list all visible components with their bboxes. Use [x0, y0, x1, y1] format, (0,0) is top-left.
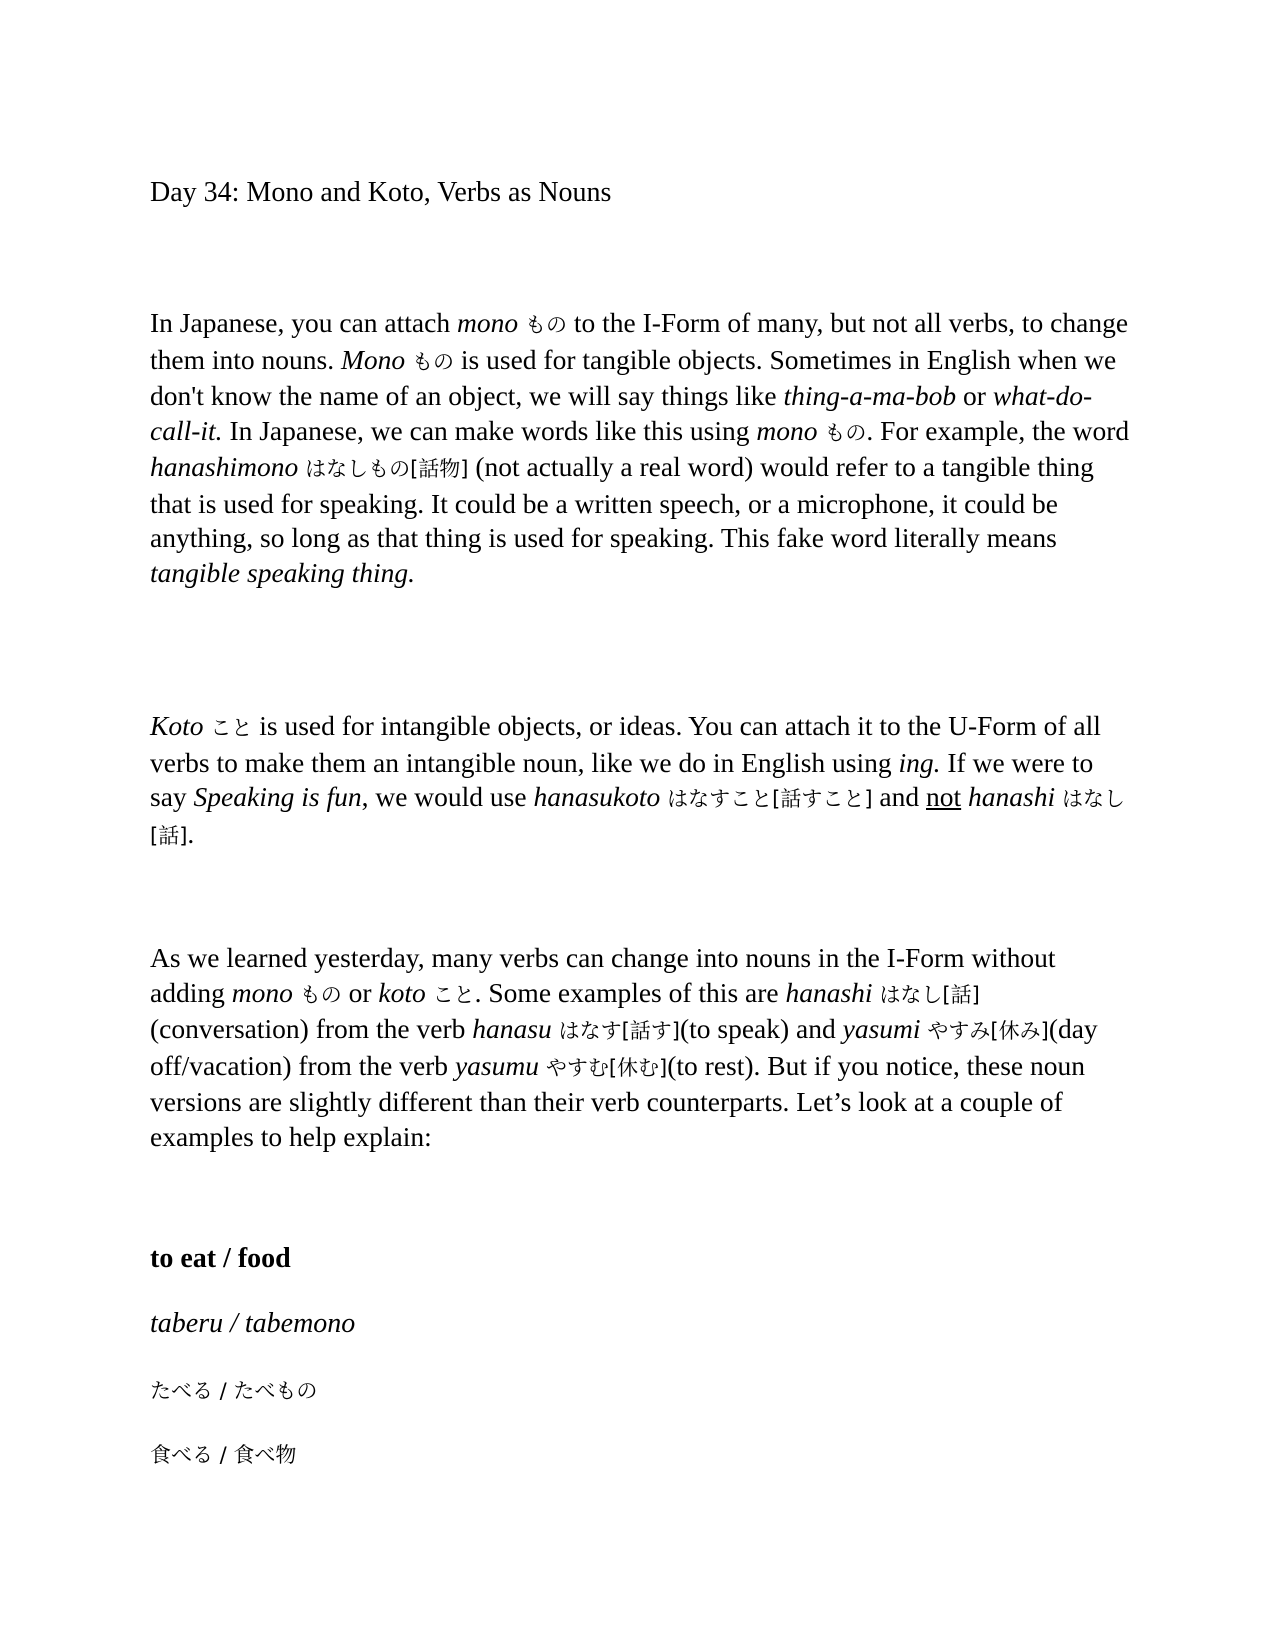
text-span: In Japanese, you can attach	[150, 307, 457, 338]
japanese-term: もの	[824, 420, 867, 445]
text-span: and	[872, 781, 926, 812]
romaji-term: koto	[378, 976, 426, 1008]
romaji-term: yasumu	[454, 1049, 539, 1081]
japanese-term: やすみ[休み]	[927, 1019, 1049, 1043]
text-span	[961, 781, 968, 812]
text-span: If we were to say	[150, 746, 1094, 812]
text-span: , we would use	[361, 781, 534, 812]
page-title: Day 34: Mono and Koto, Verbs as Nouns	[150, 177, 612, 208]
japanese-term: はなし[話]	[879, 982, 980, 1007]
example-kanji: 食べる / 食べ物	[150, 1443, 297, 1467]
paragraph-koto	[150, 709, 1135, 853]
japanese-term: はなし[話]	[150, 787, 1125, 848]
text-span: or	[341, 976, 379, 1008]
japanese-term: はなす[話す]	[558, 1019, 680, 1043]
text-span: .	[187, 817, 195, 849]
italic-phrase: ing.	[898, 746, 941, 778]
japanese-term: こと	[432, 982, 475, 1007]
text-span: (day off/vacation) from the verb	[150, 1013, 1098, 1081]
text-span: to the I-Form of many, but not all verbs, to change them into nouns.	[150, 307, 1129, 375]
romaji-term: hanashi	[968, 781, 1056, 812]
japanese-term: はなすこと[話すこと]	[667, 787, 873, 811]
underlined-word: not	[926, 781, 962, 812]
romaji-term: hanashi	[785, 976, 873, 1008]
paragraph-i-form-nouns	[150, 941, 1135, 1154]
text-span: . Some examples of this are	[474, 976, 786, 1008]
text-span: As we learned yesterday, many verbs can change into nouns in the I-Form without adding	[150, 942, 1056, 1008]
italic-phrase: Speaking is fun	[193, 781, 362, 812]
romaji-term: hanashimono	[150, 451, 299, 482]
romaji-term: Mono	[340, 343, 406, 375]
romaji-term: yasumi	[842, 1013, 921, 1044]
text-span: (not actually a real word) would refer to a tangible thing that is used for speaking. It could be a written speech, or a microphone, it could be anything, so long as that thing is used for speaking. This fake word literally means	[150, 451, 1094, 553]
text-span: (to rest). But if you notice, these noun versions are slightly different than their verb counterparts. Let’s look at a couple of examples to help explain:	[150, 1049, 1085, 1152]
italic-phrase: thing-a-ma-bob	[783, 380, 957, 411]
text-span: (to speak) and	[679, 1013, 843, 1044]
text-span: is used for tangible objects. Sometimes in English when we don't know the name of an object, we will say things like	[150, 343, 1117, 411]
romaji-term: hanasukoto	[533, 781, 661, 812]
japanese-term: こと	[210, 716, 253, 740]
romaji-term: hanasu	[472, 1013, 552, 1044]
paragraph-mono	[150, 306, 1135, 590]
romaji-term: mono	[231, 976, 293, 1008]
japanese-term: もの	[524, 313, 567, 337]
example-kana: たべる / たべもの	[150, 1379, 318, 1403]
text-span: (conversation) from the verb	[150, 1013, 473, 1044]
example-english: to eat / food	[150, 1243, 291, 1274]
italic-phrase: tangible speaking thing.	[150, 556, 416, 588]
romaji-term: mono	[756, 414, 818, 446]
text-span: . For example, the word	[866, 414, 1130, 446]
japanese-term: はなしもの[話物]	[305, 457, 469, 481]
romaji-term: mono	[456, 307, 519, 338]
japanese-term: やすむ[休む]	[545, 1055, 668, 1080]
text-span: is used for intangible objects, or ideas. You can attach it to the U-Form of all verbs to make them an intangible noun, like we do in English using	[150, 710, 1101, 778]
romaji-term: Koto	[150, 710, 204, 741]
japanese-term: もの	[412, 349, 455, 374]
italic-phrase: what-do-call-it.	[150, 380, 1093, 446]
japanese-term: もの	[299, 982, 342, 1007]
text-span: In Japanese, we can make words like this using	[222, 414, 757, 446]
text-span: or	[956, 380, 993, 411]
example-romaji: taberu / tabemono	[150, 1308, 356, 1339]
